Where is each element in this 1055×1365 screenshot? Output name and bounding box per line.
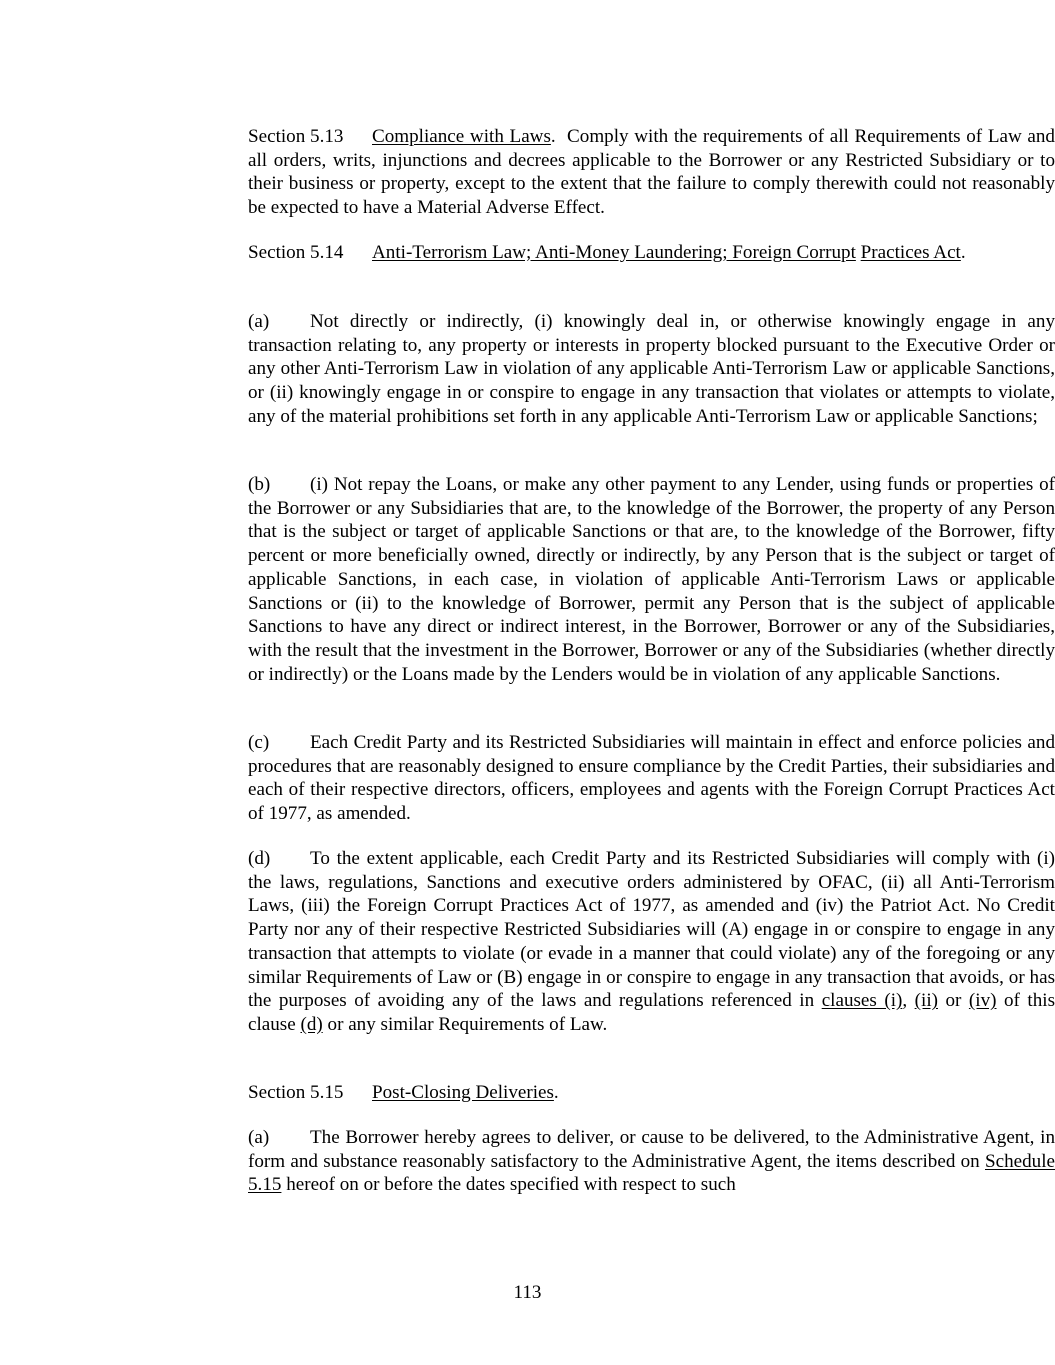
clause-label: (a) — [248, 1127, 270, 1148]
section-5-14-heading: Section 5.14 Anti-Terrorism Law; Anti-Money Laundering; Foreign Corrupt Practices Act. — [248, 242, 966, 263]
clause-5-14-b — [124, 473, 1055, 686]
clause-text: Each Credit Party and its Restricted Subsidiaries will maintain in effect and enforce policies and procedures that are reasonably designed to ensure compliance by the Credit Parties, their subsidiaries and each of their respective directors, officers, employees and agents with the Foreign Corrupt Practices Act of 1977, as amended. — [248, 732, 1055, 825]
schedule-reference: Schedule 5.15 — [248, 1150, 1055, 1196]
clause-label: (c) — [248, 732, 270, 753]
clause-5-14-d: (d) To the extent applicable, each Credit Party and its Restricted Subsidiaries will comply with (i) the laws, regulations, Sanctions and executive orders administered by OFAC, (ii) all Anti-Terrorism Laws, (iii) the Foreign Corrupt Practices Act of 1977, as amended and (iv) the Patriot Act. No Credit Party nor any of their respective Restricted Subsidiaries will (A) engage in or conspire to engage in any transaction that attempts to violate (or evade in a manner that could violate) any of the foregoing or any similar Requirements of Law or (B) engage in or conspire to engage in any transaction that avoids, or has the purposes of avoiding any of the laws and regulations referenced in clauses (i), (ii) or (iv) of this clause (d) or any similar Requirements of Law. — [248, 848, 1055, 1035]
clause-reference: clauses (i) — [821, 990, 903, 1012]
clause-label: (d) — [248, 848, 271, 869]
clause-label: (b) — [248, 474, 271, 495]
section-5-13: Section 5.13 Compliance with Laws. Comply with the requirements of all Requirements of Law and all orders, writs, injunctions and decrees applicable to the Borrower or any Restricted Subsidiary or to their business or property, except to the extent that the failure to comply therewith could not reasonably be expected to have a Material Adverse Effect. — [248, 126, 1055, 219]
section-number: Section 5.15 — [248, 1082, 344, 1103]
clause-text: To the extent applicable, each Credit Party and its Restricted Subsidiaries will comply with (i) the laws, regulations, Sanctions and executive orders administered by OFAC, (ii) all Anti-Terrorism Laws, (iii) the Foreign Corrupt Practices Act of 1977, as amended and (iv) the Patriot Act. No Credit Party nor any of their respective Restricted Subsidiaries will (A) engage in or conspire to engage in any transaction that attempts to violate (or evade in a manner that could violate) any of the foregoing or any similar Requirements of Law or (B) engage in or conspire to engage in any transaction that avoids, or has the purposes of avoiding any of the laws and regulations referenced in — [248, 848, 1055, 1012]
page-number: 113 — [513, 1282, 542, 1303]
section-body: Comply with the requirements of all Requirements of Law and all orders, writs, injunctions and decrees applicable to the Borrower or any Restricted Subsidiary or to their business or property, except to the extent that the failure to comply therewith could not reasonably be expected to have a Material Adverse Effect. — [248, 126, 1055, 219]
clause-reference: (iv) — [968, 990, 997, 1012]
clause-reference: (ii) — [914, 990, 938, 1012]
section-title-continued: Practices Act — [860, 242, 961, 263]
clause-label: (a) — [248, 311, 270, 332]
section-title: Post-Closing Deliveries — [372, 1082, 554, 1103]
clause-reference: (d) — [300, 1013, 323, 1035]
section-5-15-heading: Section 5.15 Post-Closing Deliveries. — [248, 1082, 559, 1103]
section-title: Compliance with Laws — [372, 126, 551, 147]
section-number: Section 5.13 — [248, 126, 344, 147]
clause-text: (i) Not repay the Loans, or make any other payment to any Lender, using funds or properties of the Borrower or any Subsidiaries that are, to the knowledge of the Borrower, the property of any Person that is the subject or target of applicable Sanctions or that are, to the knowledge of the Borrower, fifty percent or more beneficially owned, directly or indirectly, by any Person that is the subject or target of applicable Sanctions, in each case, in violation of applicable Anti-Terrorism Laws or applicable Sanctions or (ii) to the knowledge of Borrower, permit any Person that is the subject of applicable Sanctions to have any direct or indirect interest, in the Borrower, Borrower or any of the Subsidiaries, with the result that the investment in the Borrower, Borrower or any of the Subsidiaries (whether directly or indirectly) or the Loans made by the Lenders would be in violation of any applicable Sanctions. — [248, 474, 1055, 685]
clause-5-14-a — [124, 310, 1055, 429]
section-number: Section 5.14 — [248, 242, 344, 263]
section-title: Anti-Terrorism Law; Anti-Money Laundering; Foreign Corrupt — [372, 242, 856, 263]
clause-5-15-a: (a) The Borrower hereby agrees to deliver, or cause to be delivered, to the Administrative Agent, in form and substance reasonably satisfactory to the Administrative Agent, the items described on Schedule 5.15 hereof on or before the dates specified with respect to such — [248, 1127, 1055, 1196]
clause-text: The Borrower hereby agrees to deliver, or cause to be delivered, to the Administrative Agent, in form and substance reasonably satisfactory to the Administrative Agent, the items described on — [248, 1127, 1055, 1172]
clause-text: Not directly or indirectly, (i) knowingly deal in, or otherwise knowingly engage in any transaction relating to, any property or interests in property blocked pursuant to the Executive Order or any other Anti-Terrorism Law in violation of any applicable Anti-Terrorism Law or applicable Sanctions, or (ii) knowingly engage in or conspire to engage in any transaction that violates or attempts to violate, any of the material prohibitions set forth in any applicable Anti-Terrorism Law or applicable Sanctions; — [248, 311, 1055, 427]
clause-5-14-c — [124, 731, 1055, 826]
